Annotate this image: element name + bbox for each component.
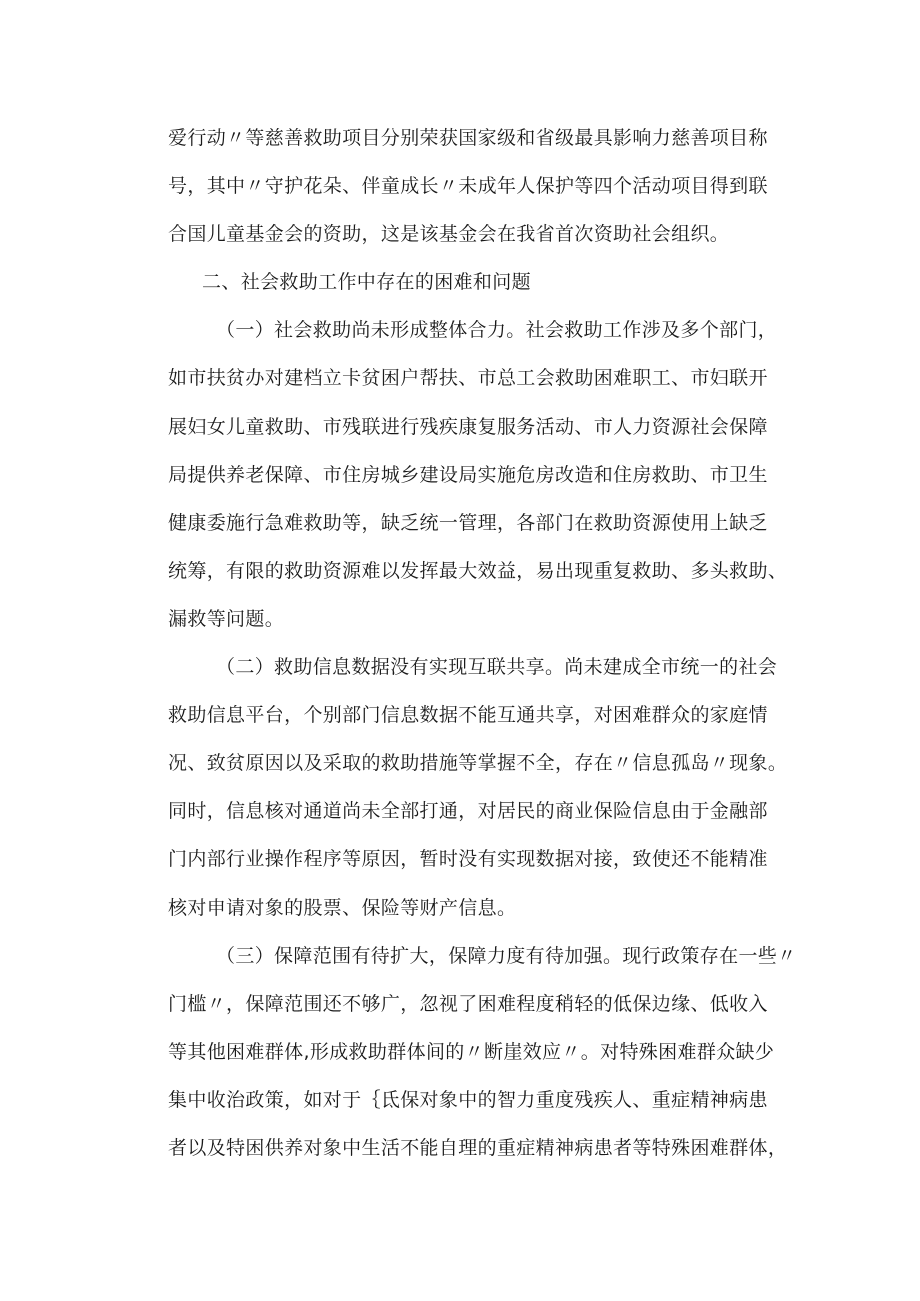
text-line: 救助信息平台，个别部门信息数据不能互通共享，对困难群众的家庭情 (168, 704, 768, 727)
text-line: 等其他困难群体,形成救助群体间的〃断崖效应〃。对特殊困难群众缺少 (168, 1040, 775, 1063)
text-line: 爱行动〃等慈善救助项目分别荣获国家级和省级最具影响力慈善项目称 (168, 127, 768, 149)
text-line: 集中收治政策，如对于｛氐保对象中的智力重度残疾人、重症精神病患 (168, 1088, 768, 1111)
text-line: 号，其中〃守护花朵、伴童成长〃未成年人保护等四个活动项目得到联 (168, 175, 768, 198)
text-line: 如市扶贫办对建档立卡贫困户帮扶、市总工会救助困难职工、市妇联开 (168, 367, 768, 390)
text-line: 健康委施行急难救助等，缺乏统一管理，各部门在救助资源使用上缺乏 (168, 511, 768, 534)
text-line: 者以及特困供养对象中生活不能自理的重症精神病患者等特殊困难群体， (168, 1136, 788, 1159)
paragraph-start: （二）救助信息数据没有实现互联共享。尚未建成全市统一的社会 (216, 656, 778, 679)
text-line: 合国儿童基金会的资助，这是该基金会在我省首次资助社会组织。 (168, 223, 730, 246)
text-line: 同时，信息核对通道尚未全部打通，对居民的商业保险信息由于金融部 (168, 800, 768, 823)
text-line: 漏救等问题。 (168, 607, 285, 630)
paragraph-start: （一）社会救助尚未形成整体合力。社会救助工作涉及多个部门， (216, 319, 778, 342)
paragraph-start: （三）保障范围有待扩大，保障力度有待加强。现行政策存在一些〃 (216, 944, 797, 967)
text-line: 统筹，有限的救助资源难以发挥最大效益，易出现重复救助、多头救助、 (168, 559, 788, 582)
text-line: 况、致贫原因以及采取的救助措施等掌握不全，存在〃信息孤岛〃现象。 (168, 752, 788, 775)
text-line: 核对申请对象的股票、保险等财产信息。 (168, 896, 517, 919)
text-line: 门内部行业操作程序等原因，暂时没有实现数据对接，致使还不能精准 (168, 848, 768, 871)
section-heading: 二、社会救助工作中存在的困难和问题 (202, 271, 531, 294)
text-line: 门槛〃，保障范围还不够广，忽视了困难程度稍轻的低保边缘、低收入 (168, 992, 768, 1015)
text-line: 展妇女儿童救助、市残联进行残疾康复服务活动、市人力资源社会保障 (168, 415, 768, 438)
body-text (168, 114, 797, 1172)
text-line: 局提供养老保障、市住房城乡建设局实施危房改造和住房救助、市卫生 (168, 463, 768, 486)
